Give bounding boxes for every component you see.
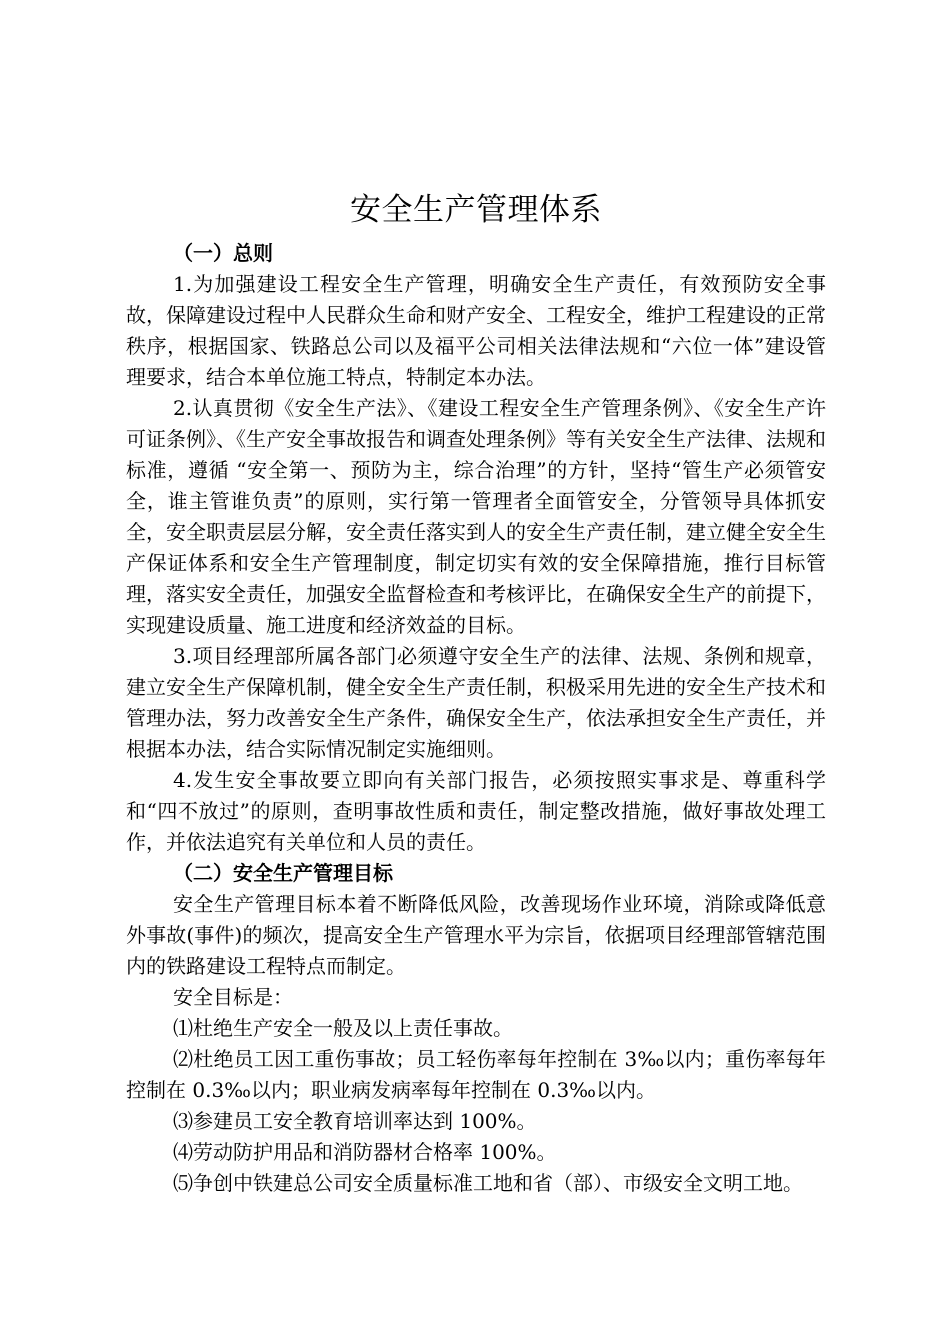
paragraph: 4.发生安全事故要立即向有关部门报告，必须按照实事求是、尊重科学和“四不放过”的原则，查明事故性质和责任，制定整改措施，做好事故处理工作，并依法追究有关单位和人员的责任。 [126, 768, 826, 854]
paragraph: 1.为加强建设工程安全生产管理，明确安全生产责任，有效预防安全事故，保障建设过程中人民群众生命和财产安全、工程安全，维护工程建设的正常秩序，根据国家、铁路总公司以及福平公司相关法律法规和“六位一体”建设管理要求，结合本单位施工特点，特制定本办法。 [126, 272, 826, 389]
goal-item: ⑶参建员工安全教育培训率达到 100%。 [173, 1109, 537, 1133]
section-heading-general: （一）总则 [173, 241, 273, 265]
goal-item: ⑴杜绝生产安全一般及以上责任事故。 [173, 1016, 513, 1040]
paragraph: 3.项目经理部所属各部门必须遵守安全生产的法律、法规、条例和规章，建立安全生产保障机制，健全安全生产责任制，积极采用先进的安全生产技术和管理办法，努力改善安全生产条件，确保安全生产，依法承担安全生产责任，并根据本办法，结合实际情况制定实施细则。 [126, 644, 826, 761]
section-heading-safety-goals: （二）安全生产管理目标 [173, 861, 393, 885]
section-safety-goals [126, 858, 826, 1199]
goal-item: ⑸争创中铁建总公司安全质量标准工地和省（部）、市级安全文明工地。 [173, 1171, 803, 1195]
document-page [126, 0, 826, 1199]
goals-label: 安全目标是： [173, 985, 293, 1009]
document-title: 安全生产管理体系 [350, 192, 602, 228]
goal-item: ⑵杜绝员工因工重伤事故；员工轻伤率每年控制在 3‰以内；重伤率每年控制在 0.3‰以内；职业病发病率每年控制在 0.3‰以内。 [126, 1047, 826, 1102]
paragraph: 2.认真贯彻《安全生产法》、《建设工程安全生产管理条例》、《安全生产许可证条例》、《生产安全事故报告和调查处理条例》等有关安全生产法律、法规和标准，遵循 “安全第一、预防为主，综合治理”的方针，坚持“管生产必须管安全，谁主管谁负责”的原则，实行第一管理者全面管安全，分管领导具体抓安全，安全职责层层分解，安全责任落实到人的安全生产责任制，建立健全安全生产保证体系和安全生产管理制度，制定切实有效的安全保障措施，推行目标管理，落实安全责任，加强安全监督检查和考核评比，在确保安全生产的前提下，实现建设质量、施工进度和经济效益的目标。 [126, 396, 826, 637]
section-general [126, 238, 826, 858]
goal-item: ⑷劳动防护用品和消防器材合格率 100%。 [173, 1140, 557, 1164]
paragraph: 安全生产管理目标本着不断降低风险，改善现场作业环境，消除或降低意外事故(事件)的频次，提高安全生产管理水平为宗旨，依据项目经理部管辖范围内的铁路建设工程特点而制定。 [126, 892, 826, 978]
